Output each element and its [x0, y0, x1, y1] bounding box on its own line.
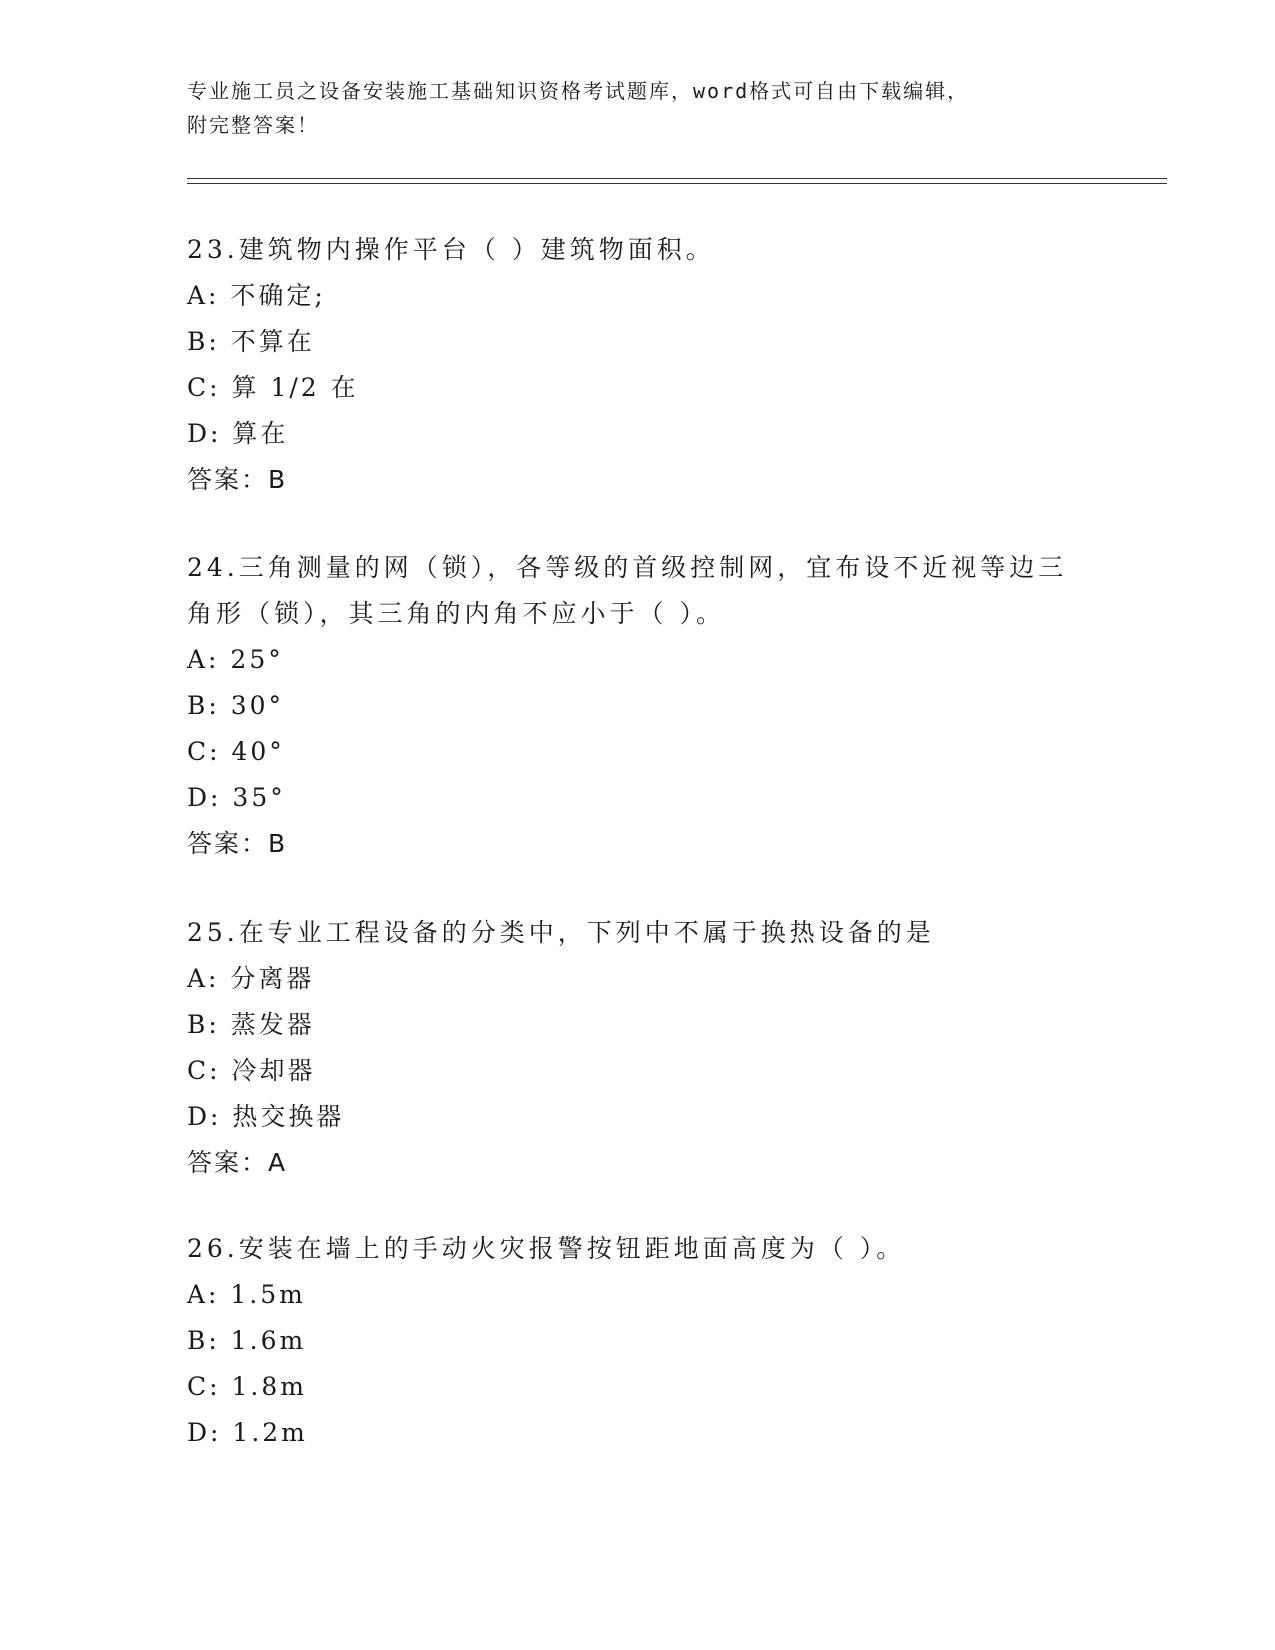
option-a: A: 分离器	[187, 964, 315, 993]
question-stem: 26.安装在墙上的手动火灾报警按钮距地面高度为（ ）。	[187, 1234, 906, 1263]
option-b: B: 不算在	[187, 327, 315, 356]
question-25	[187, 910, 1087, 1186]
option-b: B: 蒸发器	[187, 1010, 315, 1039]
option-d: D: 35°	[187, 783, 286, 812]
option-c: C: 40°	[187, 737, 285, 766]
question-stem-line-1: 24.三角测量的网（锁），各等级的首级控制网，宜布设不近视等边三	[187, 553, 1068, 582]
option-d: D: 1.2m	[187, 1418, 308, 1447]
question-stem-line-2: 角形（锁），其三角的内角不应小于（ ）。	[187, 599, 725, 628]
header-divider	[187, 178, 1167, 184]
option-c: C: 算 1/2 在	[187, 373, 359, 402]
option-c: C: 1.8m	[187, 1372, 307, 1401]
answer: 答案：B	[187, 465, 288, 494]
question-23	[187, 227, 1087, 503]
document-header	[187, 74, 1087, 142]
option-b: B: 1.6m	[187, 1326, 307, 1355]
option-a: A: 25°	[187, 645, 284, 674]
option-d: D: 热交换器	[187, 1102, 345, 1131]
header-line-1: 专业施工员之设备安装施工基础知识资格考试题库，word格式可自由下载编辑，	[187, 79, 970, 103]
option-c: C: 冷却器	[187, 1056, 316, 1085]
option-a: A: 不确定;	[187, 281, 326, 310]
question-24	[187, 545, 1087, 867]
question-26	[187, 1226, 1087, 1456]
question-stem: 23.建筑物内操作平台（ ）建筑物面积。	[187, 235, 715, 264]
answer: 答案：B	[187, 829, 288, 858]
option-d: D: 算在	[187, 419, 289, 448]
header-line-2: 附完整答案！	[187, 113, 319, 137]
option-b: B: 30°	[187, 691, 285, 720]
answer: 答案：A	[187, 1148, 288, 1177]
option-a: A: 1.5m	[187, 1280, 306, 1309]
question-stem: 25.在专业工程设备的分类中，下列中不属于换热设备的是	[187, 918, 935, 947]
